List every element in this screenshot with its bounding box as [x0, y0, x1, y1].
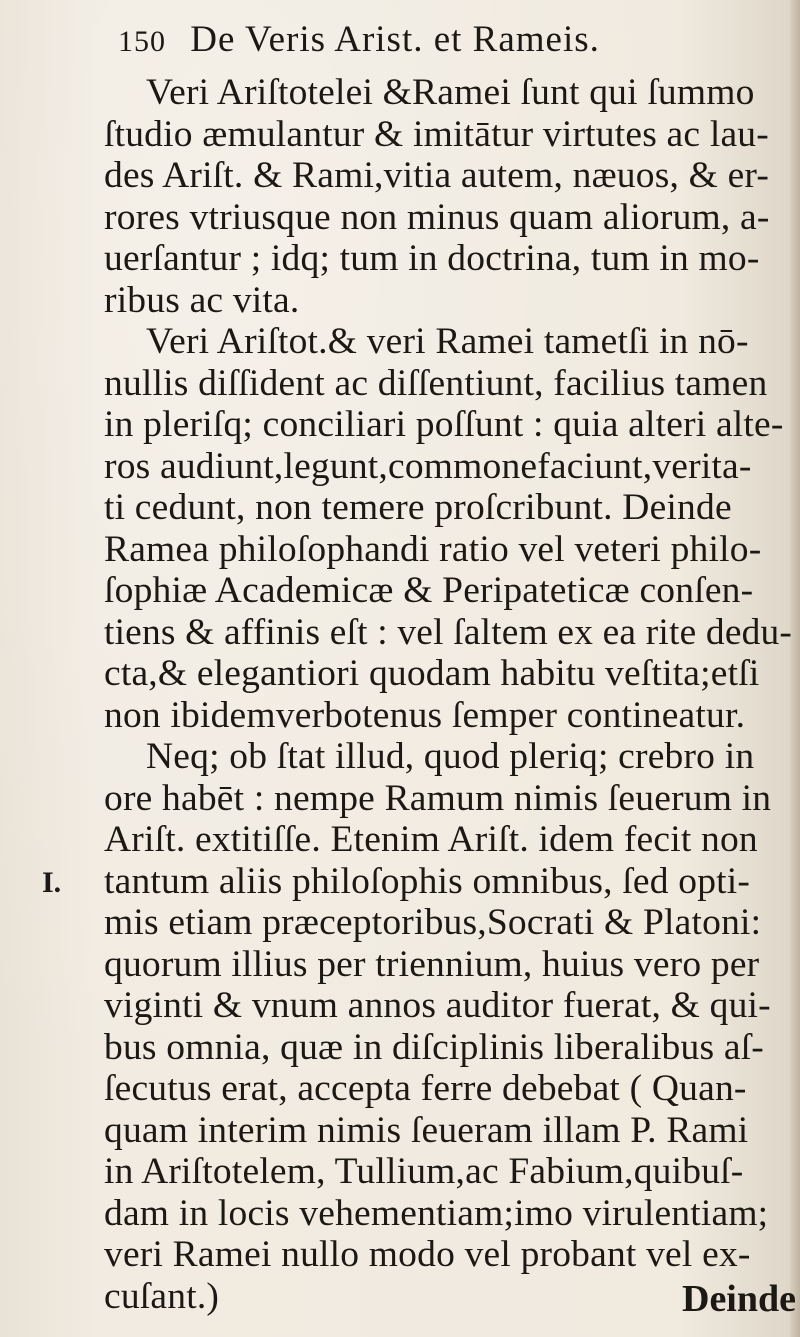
- running-title: De Veris Arist. et Rameis.: [190, 19, 600, 60]
- text-line: rores vtriusque non minus quam aliorum, a-: [104, 196, 770, 238]
- text-line: quam interim nimis ſeueram illam P. Rami: [104, 1109, 749, 1151]
- text-line: dam in locis vehementiam;imo virulentiam;: [104, 1192, 769, 1234]
- text-line: Ramea philoſophandi ratio vel veteri philo-: [104, 528, 762, 570]
- page-number: 150: [118, 25, 166, 58]
- text-line: ſtudio æmulantur & imitātur virtutes ac lau-: [104, 113, 769, 155]
- text-line: ſecutus erat, accepta ferre debebat ( Quan-: [104, 1068, 747, 1109]
- text-line: Neq; ob ſtat illud, quod pleriq; crebro in: [146, 736, 755, 777]
- text-line: cta,& elegantiori quodam habitu veſtita;etſi: [104, 653, 760, 694]
- text-line: veri Ramei nullo modo vel probant vel ex-: [104, 1234, 751, 1275]
- margin-note: I.: [42, 866, 62, 899]
- text-line: mis etiam præceptoribus,Socrati & Platoni:: [104, 902, 762, 943]
- running-head: [118, 18, 738, 74]
- text-line: quorum illius per triennium, huius vero per: [104, 943, 760, 985]
- text-line: in Ariſtotelem, Tullium,ac Fabium,quibuſ-: [104, 1151, 744, 1192]
- text-line: ti cedunt, non temere proſcribunt. Deinde: [104, 487, 732, 528]
- text-line: Veri Ariſtotelei &Ramei ſunt qui ſummo: [146, 72, 755, 113]
- text-line: ſophiæ Academicæ & Peripateticæ conſen-: [104, 570, 754, 611]
- text-line: cuſant.): [104, 1275, 220, 1317]
- text-line: non ibidemverbotenus ſemper contineatur.: [104, 694, 746, 736]
- text-line: ore habēt : nempe Ramum nimis ſeuerum in: [104, 777, 772, 819]
- text-line: bus omnia, quæ in diſciplinis liberalibus aſ-: [104, 1026, 764, 1068]
- text-line: ros audiunt,legunt,commonefaciunt,verita-: [104, 445, 752, 487]
- text-line: tiens & affinis eſt : vel ſaltem ex ea rite dedu-: [104, 611, 793, 653]
- catchword: Deinde: [682, 1278, 796, 1320]
- text-line: tantum aliis philoſophis omnibus, ſed opti-: [104, 860, 751, 902]
- text-line: des Ariſt. & Rami,vitia autem, næuos, & er-: [104, 155, 770, 196]
- text-line: nullis diſſident ac diſſentiunt, facilius tamen: [104, 362, 768, 404]
- text-line: Ariſt. extitiſſe. Etenim Ariſt. idem fecit non: [104, 819, 758, 860]
- text-line: Veri Ariſtot.& veri Ramei tametſi in nō-: [146, 321, 749, 362]
- text-line: in pleriſq; conciliari poſſunt : quia alteri alte-: [104, 404, 784, 445]
- text-line: viginti & vnum annos auditor fuerat, & qui-: [104, 985, 771, 1026]
- text-line: uerſantur ; idq; tum in doctrina, tum in mo-: [104, 238, 760, 279]
- text-line: ribus ac vita.: [104, 279, 300, 321]
- body-text: [104, 72, 794, 1317]
